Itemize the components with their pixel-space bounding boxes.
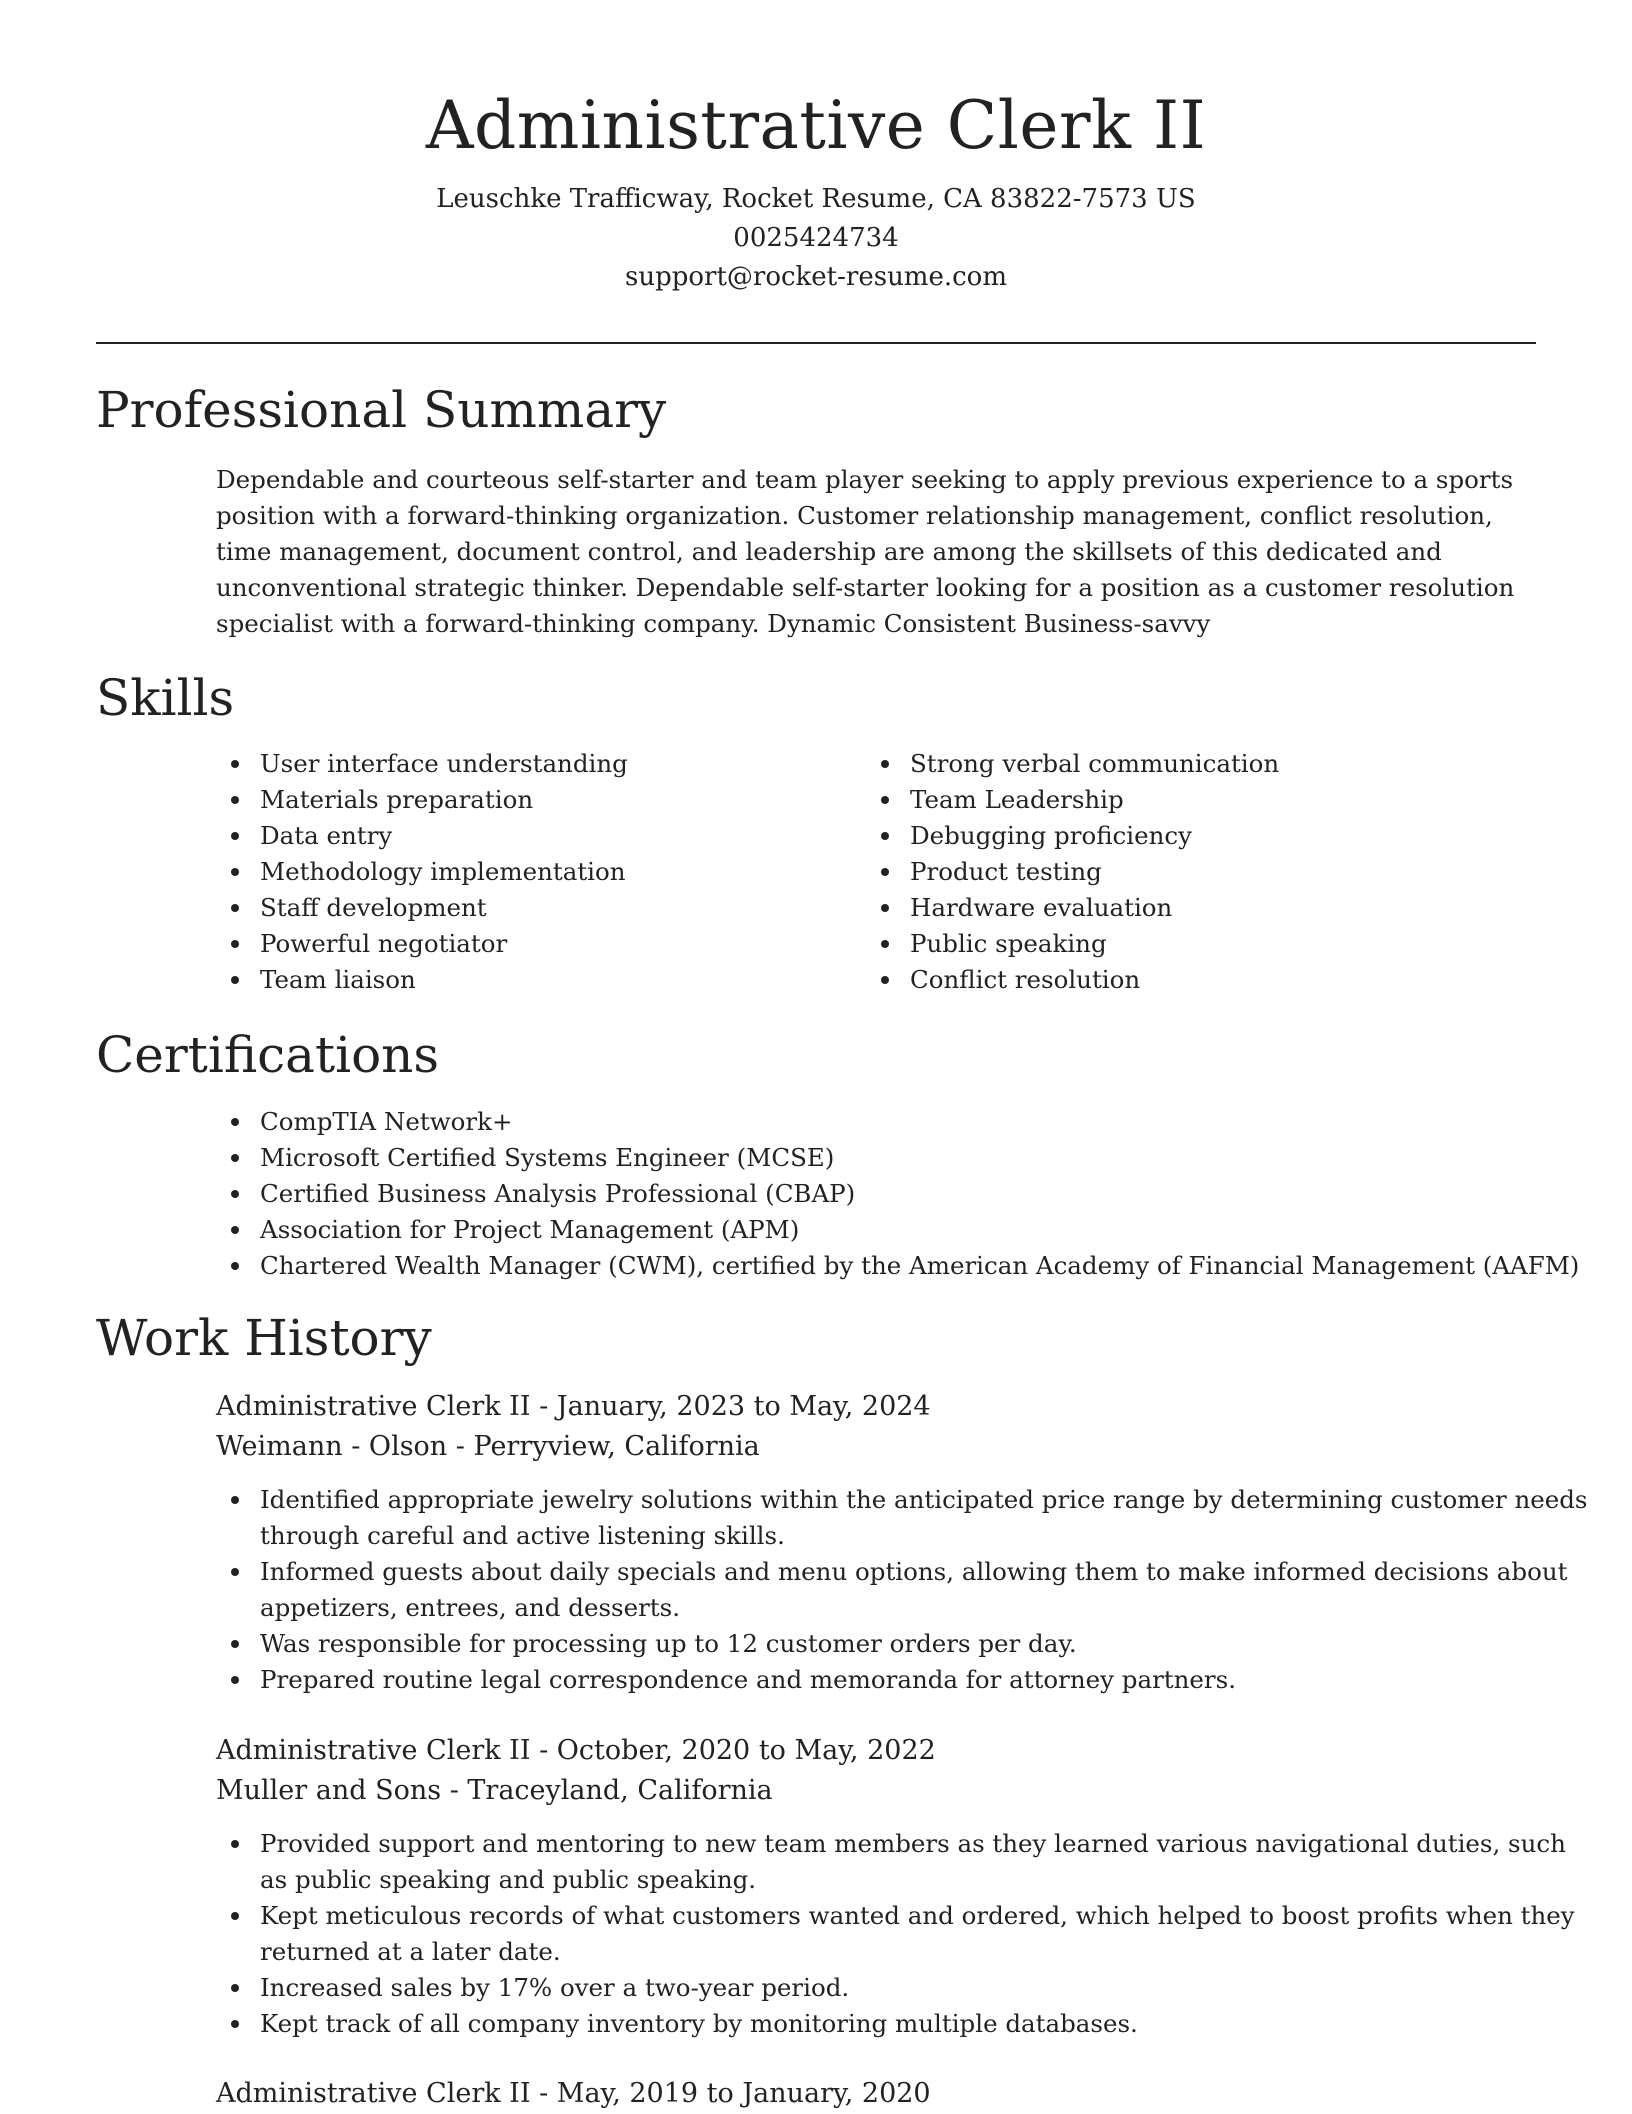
list-item: Data entry — [260, 818, 860, 854]
section-title-summary: Professional Summary — [96, 381, 667, 439]
list-item: Strong verbal communication — [910, 746, 1570, 782]
job-bullets — [216, 1482, 1590, 1698]
list-item: Hardware evaluation — [910, 890, 1570, 926]
resume-header — [0, 0, 1632, 297]
list-item: Public speaking — [910, 926, 1570, 962]
certifications-list — [216, 1104, 1590, 1284]
skills-list-right — [866, 746, 1570, 998]
list-item: Team liaison — [260, 962, 860, 998]
job-company: Muller and Sons - Traceyland, California — [216, 1775, 773, 1806]
list-item: Product testing — [910, 854, 1570, 890]
header-divider — [96, 342, 1536, 344]
list-item: Identified appropriate jewelry solutions within the anticipated price range by determining customer needs through careful and active listening skills. — [260, 1482, 1590, 1554]
list-item: Increased sales by 17% over a two-year period. — [260, 1970, 1590, 2006]
contact-block — [0, 180, 1632, 297]
job-title: Administrative Clerk II - October, 2020 to May, 2022 — [216, 1735, 936, 1766]
list-item: Staff development — [260, 890, 860, 926]
job-title: Administrative Clerk II - January, 2023 to May, 2024 — [216, 1391, 931, 1422]
list-item: User interface understanding — [260, 746, 860, 782]
job-title: Administrative Clerk II - May, 2019 to January, 2020 — [216, 2078, 931, 2109]
section-title-work-history: Work History — [96, 1309, 432, 1367]
contact-address: Leuschke Trafficway, Rocket Resume, CA 83822-7573 US — [436, 184, 1196, 214]
contact-email: support@rocket-resume.com — [624, 262, 1007, 292]
list-item: Powerful negotiator — [260, 926, 860, 962]
list-item: Certified Business Analysis Professional (CBAP) — [260, 1176, 1590, 1212]
list-item: Conflict resolution — [910, 962, 1570, 998]
list-item: Methodology implementation — [260, 854, 860, 890]
list-item: Informed guests about daily specials and menu options, allowing them to make informed decisions about appetizers, entrees, and desserts. — [260, 1554, 1590, 1626]
list-item: Materials preparation — [260, 782, 860, 818]
summary-text: Dependable and courteous self-starter and team player seeking to apply previous experience to a sports position with a forward-thinking organization. Customer relationship management, conflict resolution, time management, document control, and leadership are among the skillsets of this dedicated and unconventional strategic thinker. Dependable self-starter looking for a position as a customer resolution specialist with a forward-thinking company. Dynamic Consistent Business-savvy — [216, 465, 1515, 638]
list-item: Debugging proficiency — [910, 818, 1570, 854]
job-company: Weimann - Olson - Perryview, California — [216, 1431, 760, 1462]
list-item: Microsoft Certified Systems Engineer (MCSE) — [260, 1140, 1590, 1176]
job-bullets — [216, 1826, 1590, 2042]
list-item: Team Leadership — [910, 782, 1570, 818]
list-item: Kept track of all company inventory by monitoring multiple databases. — [260, 2006, 1590, 2042]
section-title-certifications: Certifications — [96, 1026, 440, 1084]
list-item: CompTIA Network+ — [260, 1104, 1590, 1140]
list-item: Provided support and mentoring to new team members as they learned various navigational duties, such as public speaking and public speaking. — [260, 1826, 1590, 1898]
list-item: Prepared routine legal correspondence and memoranda for attorney partners. — [260, 1662, 1590, 1698]
skills-list-left — [216, 746, 860, 998]
list-item: Kept meticulous records of what customers wanted and ordered, which helped to boost profits when they returned at a later date. — [260, 1898, 1590, 1970]
candidate-name: Administrative Clerk II — [425, 87, 1207, 164]
list-item: Association for Project Management (APM) — [260, 1212, 1590, 1248]
list-item: Was responsible for processing up to 12 customer orders per day. — [260, 1626, 1590, 1662]
list-item: Chartered Wealth Manager (CWM), certified by the American Academy of Financial Management (AAFM) — [260, 1248, 1590, 1284]
section-title-skills: Skills — [96, 669, 235, 727]
contact-phone: 0025424734 — [733, 223, 899, 253]
